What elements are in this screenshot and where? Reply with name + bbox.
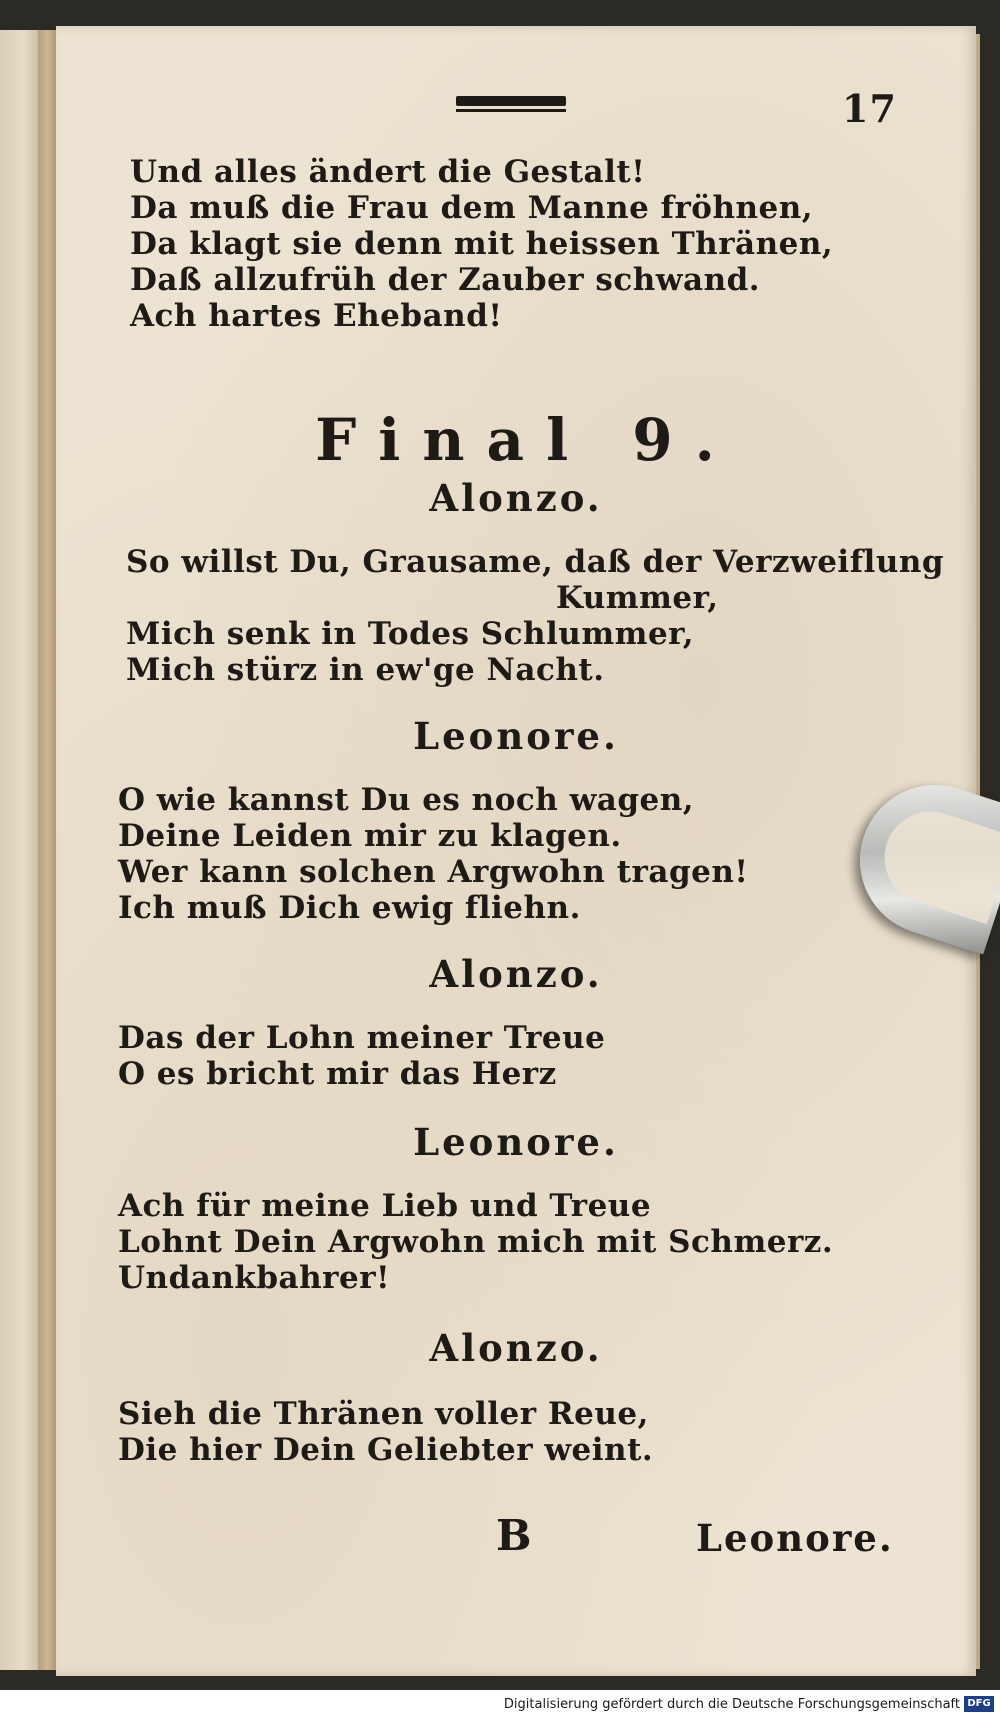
text-line: Deine Leiden mir zu klagen. (118, 818, 622, 854)
text-line: Ach für meine Lieb und Treue (118, 1188, 652, 1224)
text-line: Die hier Dein Geliebter weint. (118, 1432, 654, 1468)
clip-opening (873, 800, 1000, 925)
page-number: 17 (842, 86, 897, 131)
text-line: Daß allzufrüh der Zauber schwand. (130, 262, 761, 298)
dfg-logo-icon: DFG (964, 1696, 994, 1712)
text-line: Lohnt Dein Argwohn mich mit Schmerz. (118, 1224, 834, 1260)
catchword: Leonore. (696, 1516, 894, 1560)
digitization-credit: Digitalisierung gefördert durch die Deutsche Forschungsgemeinschaft (503, 1697, 960, 1712)
text-line: Da muß die Frau dem Manne fröhnen, (130, 190, 814, 226)
speaker-name: Leonore. (413, 1120, 619, 1164)
text-line: Kummer, (556, 580, 719, 616)
header-rule (456, 96, 566, 106)
text-line: O wie kannst Du es noch wagen, (118, 782, 695, 818)
text-line: Wer kann solchen Argwohn tragen! (118, 854, 749, 890)
speaker-name: Alonzo. (429, 476, 603, 520)
text-line: Mich senk in Todes Schlummer, (126, 616, 695, 652)
text-line: O es bricht mir das Herz (118, 1056, 557, 1092)
book-gutter (38, 30, 58, 1670)
section-heading: Final 9. (315, 406, 737, 474)
text-line: Sieh die Thränen voller Reue, (118, 1396, 649, 1432)
speaker-name: Alonzo. (429, 952, 603, 996)
text-line: Da klagt sie denn mit heissen Thränen, (130, 226, 834, 262)
text-line: Ach hartes Eheband! (130, 298, 503, 334)
text-line: Ich muß Dich ewig fliehn. (118, 890, 581, 926)
text-line: Und alles ändert die Gestalt! (130, 154, 646, 190)
text-line: So willst Du, Grausame, daß der Verzweiflung (126, 544, 945, 580)
speaker-name: Alonzo. (429, 1326, 603, 1370)
speaker-name: Leonore. (413, 714, 619, 758)
signature-mark: B (496, 1511, 532, 1560)
facing-page-edge (0, 30, 40, 1670)
book-page (56, 26, 976, 1676)
text-line: Mich stürz in ew'ge Nacht. (126, 652, 605, 688)
text-line: Das der Lohn meiner Treue (118, 1020, 606, 1056)
text-line: Undankbahrer! (118, 1260, 391, 1296)
